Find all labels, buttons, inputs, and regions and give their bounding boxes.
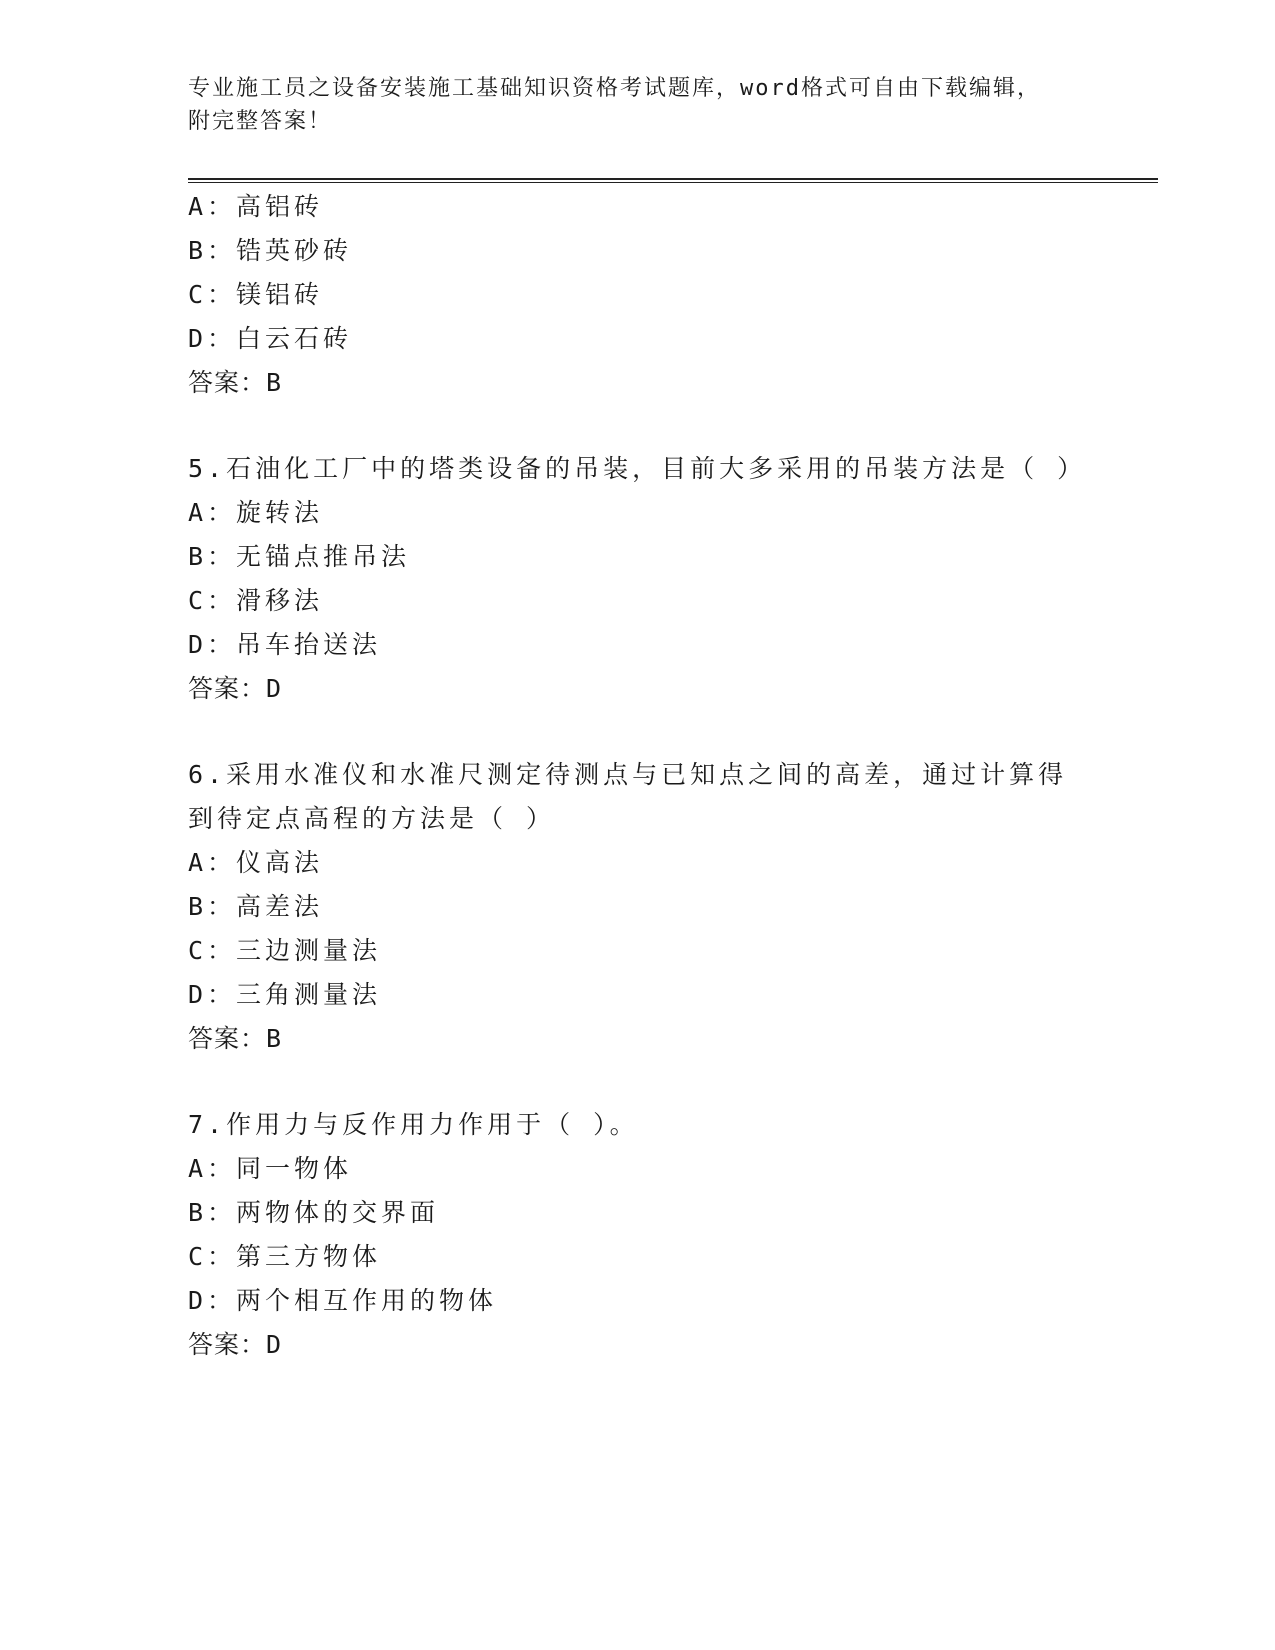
q5-option-a: A：旋转法: [188, 498, 324, 527]
q5-option-c: C：滑移法: [188, 586, 324, 615]
option-a: A：高铝砖: [188, 192, 324, 221]
option-d: D：白云石砖: [188, 324, 353, 353]
q6-option-d: D：三角测量法: [188, 980, 382, 1009]
question-6-line-1: 6.采用水准仪和水准尺测定待测点与已知点之间的高差，通过计算得: [188, 760, 1068, 789]
q6-answer: 答案：B: [188, 1024, 283, 1053]
answer: 答案：B: [188, 368, 283, 397]
q6-option-b: B：高差法: [188, 892, 324, 921]
header-line-2: 附完整答案！: [188, 109, 333, 134]
question-7: 7.作用力与反作用力作用于（ ）。: [188, 1110, 639, 1139]
header-divider-secondary: [188, 182, 1158, 183]
q7-option-c: C：第三方物体: [188, 1242, 382, 1271]
q7-option-b: B：两物体的交界面: [188, 1198, 440, 1227]
q7-option-d: D：两个相互作用的物体: [188, 1286, 498, 1315]
q7-option-a: A：同一物体: [188, 1154, 353, 1183]
option-b: B：锆英砂砖: [188, 236, 353, 265]
header-divider: [188, 178, 1158, 180]
q7-answer: 答案：D: [188, 1330, 283, 1359]
document-header: [188, 72, 1088, 138]
option-c: C：镁铝砖: [188, 280, 324, 309]
header-line-1: 专业施工员之设备安装施工基础知识资格考试题库，word格式可自由下载编辑，: [188, 76, 1041, 101]
q6-option-a: A：仪高法: [188, 848, 324, 877]
q6-option-c: C：三边测量法: [188, 936, 382, 965]
q5-option-d: D：吊车抬送法: [188, 630, 382, 659]
q5-answer: 答案：D: [188, 674, 283, 703]
q5-option-b: B：无锚点推吊法: [188, 542, 411, 571]
question-6-line-2: 到待定点高程的方法是（ ）: [188, 804, 556, 833]
question-5: 5.石油化工厂中的塔类设备的吊装，目前大多采用的吊装方法是（ ）: [188, 454, 1087, 483]
